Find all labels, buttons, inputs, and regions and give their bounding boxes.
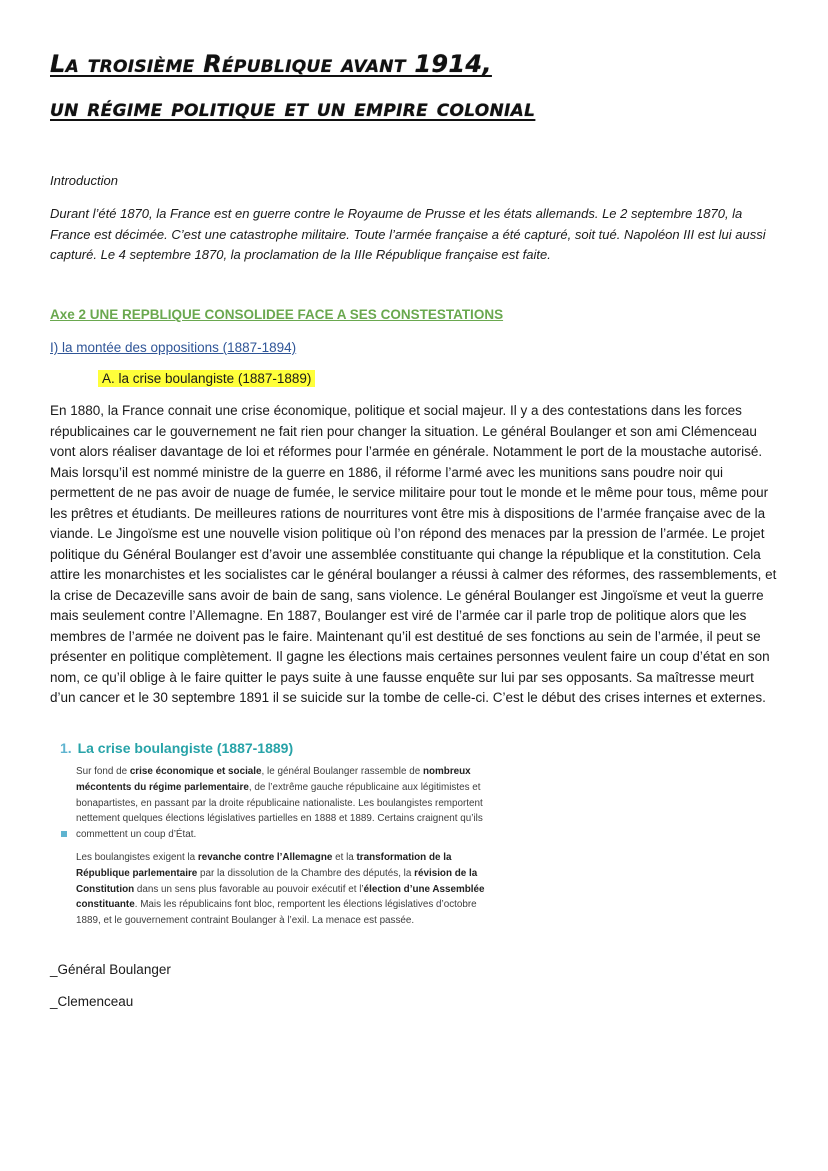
excerpt-text: et la	[332, 852, 357, 863]
textbook-excerpt	[60, 740, 500, 950]
excerpt-text: , de l’extrême gauche républicaine aux légitimistes et bonapartistes, en passant par la droite républicaine nationaliste. Les boulangistes remportent nettement quelques élections législatives partielles en 1888 et 1889. Certains craignent qu’ils commettent un coup d’État.	[76, 781, 483, 841]
introduction-text: Durant l’été 1870, la France est en guerre contre le Royaume de Prusse et les états allemands. Le 2 septembre 1870, la France est décimée. C’est une catastrophe militaire. Toute l’armée française a été capturé, soit tué. Napoléon III est lui aussi capturé. Le 4 septembre 1870, la proclamation de la IIIe République française est faite.	[50, 206, 766, 262]
excerpt-title-text: La crise boulangiste (1887-1889)	[77, 740, 294, 756]
excerpt-title	[60, 740, 293, 756]
list-item: _Général Boulanger	[50, 962, 171, 977]
excerpt-number: 1.	[60, 740, 72, 756]
page-title-line-1: La troisième République avant 1914,	[50, 50, 492, 78]
excerpt-text: , le général Boulanger rassemble de	[261, 766, 423, 777]
list-item: _Clemenceau	[50, 994, 134, 1009]
section-heading: I) la montée des oppositions (1887-1894)	[50, 340, 297, 355]
excerpt-text: dans un sens plus favorable au pouvoir exécutif et l’	[134, 883, 364, 895]
subsection-heading: A. la crise boulangiste (1887-1889)	[98, 370, 315, 387]
excerpt-bold: crise économique et sociale	[129, 766, 262, 777]
body-paragraph: En 1880, la France connait une crise économique, politique et social majeur. Il y a des contestations dans les forces républicaines car le gouvernement ne fait rien pour changer la situation. Le général Boulanger et son ami Clémenceau vont alors réaliser davantage de loi et réformes pour l’armée en générale. Notamment le port de la moustache autorisé. Mais lorsqu’il est nommé ministre de la guerre en 1886, il réforme l’armé avec les munitions sans poudre noir qui permettent de ne pas avoir de nuage de fumée, le service militaire pour tout le monde et le même pour tous, même pour les prêtres et étudiants. De meilleures rations de nourritures vont être mis à dispositions de l’armée française avec de la viande. Le Jingoïsme est une nouvelle vision politique où l’on répond des menaces par la pression de l’armée. Le projet politique du Général Boulanger est d’avoir une assemblée constituante qui change la république et la constitution. Cela attire les monarchistes et les socialistes car le général boulanger a réussi à calmer des réformes, des rassemblements, et la crise de Decazeville sans avoir de bain de sang, sans violence. Le général Boulanger est Jingoïsme et veut la guerre mais seulement contre l’Allemagne. En 1887, Boulanger est viré de l’armée car il parle trop de politique alors que les membres de l’armée ne doivent pas le faire. Maintenant qu’il est destitué de ses fonctions au sein de l’armée, il peut se présenter en politique complètement. Il gagne les élections mais certaines personnes veulent faire un coup d’état en son nom, ce qu’il oblige à le faire quitter le pays suite à une fausse enquête sur lui par ses opposants. Sa maîtresse meurt d’un cancer et le 30 septembre 1891 il se suicide sur la tombe de celle-ci. C’est le début des crises internes et externes.	[50, 403, 777, 705]
excerpt-bold: nombreux mécontents du régime parlementaire	[76, 766, 471, 793]
excerpt-bold: élection d’une Assemblée constituante	[76, 883, 485, 911]
page-title-line-2: un régime politique et un empire colonial	[50, 94, 536, 122]
excerpt-bold: révision de la Constitution	[76, 867, 478, 895]
square-bullet-icon	[61, 831, 67, 837]
introduction-label: Introduction	[50, 173, 118, 188]
excerpt-paragraph-2	[76, 850, 494, 929]
excerpt-text: . Mais les républicains font bloc, remportent les élections législatives d’octobre 1889, et le gouvernement contraint Boulanger à l’exil. La menace est passée.	[76, 899, 477, 927]
excerpt-bold: transformation de la République parlementaire	[76, 852, 452, 879]
excerpt-text: Les boulangistes exigent la	[76, 852, 198, 863]
axe-heading: Axe 2 UNE REPBLIQUE CONSOLIDEE FACE A SES CONSTESTATIONS	[50, 307, 504, 322]
excerpt-text: Sur fond de	[76, 766, 130, 777]
excerpt-paragraph-1	[76, 764, 494, 843]
excerpt-text: par la dissolution de la Chambre des députés, la	[197, 867, 415, 879]
excerpt-bold: revanche contre l’Allemagne	[197, 852, 333, 863]
